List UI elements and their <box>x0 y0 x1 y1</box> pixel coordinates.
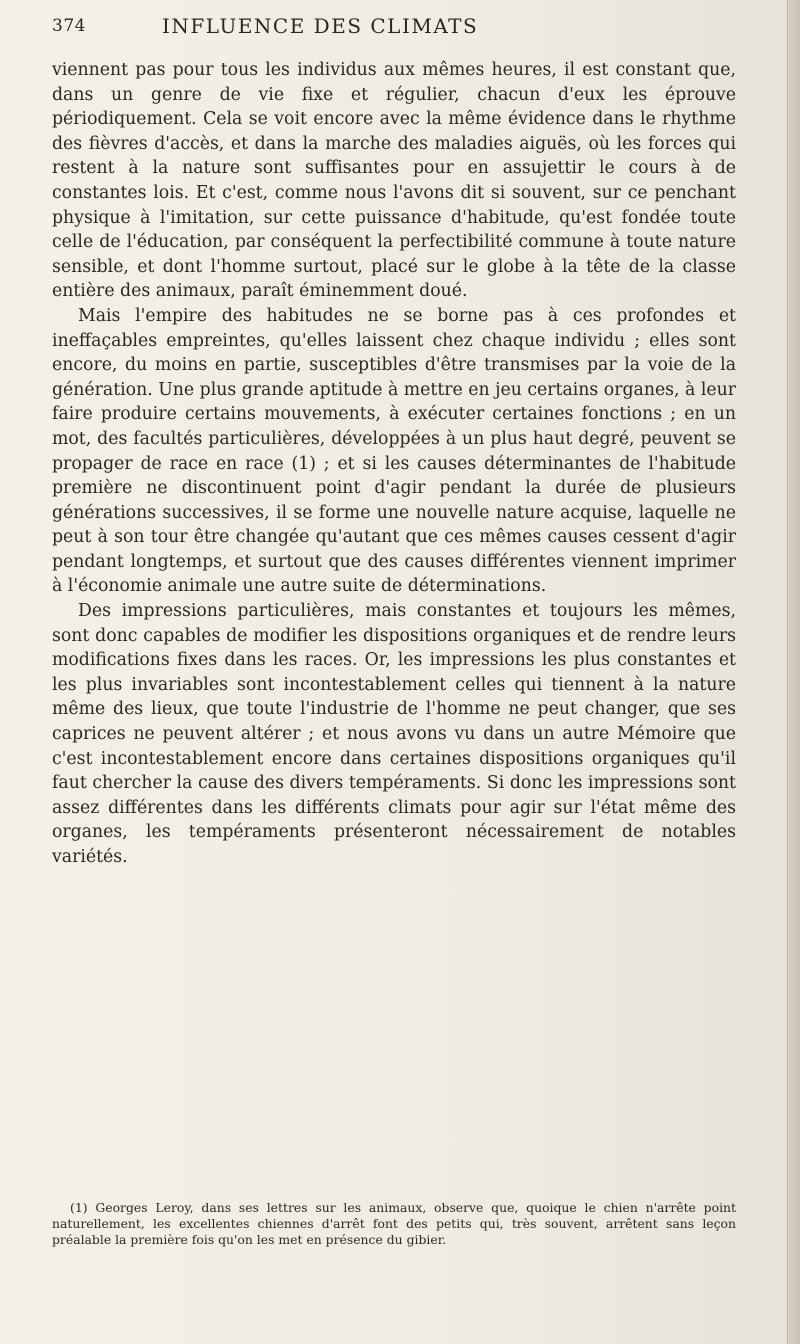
running-head: INFLUENCE DES CLIMATS <box>162 14 479 38</box>
paragraph-1: viennent pas pour tous les individus aux mêmes heures, il est constant que, dans un genre de vie fixe et régulier, chacun d'eux les éprouve périodiquement. Cela se voit encore avec la même évidence dans le rhythme des fièvres d'accès, et dans la marche des maladies aiguës, où les forces qui restent à la nature sont suffisantes pour en assujettir le cours à de constantes lois. Et c'est, comme nous l'avons dit si souvent, sur ce penchant physique à l'imitation, sur cette puissance d'habitude, qu'est fondée toute celle de l'éducation, par conséquent la perfectibilité commune à toute nature sensible, et dont l'homme surtout, placé sur le globe à la tête de la classe entière des animaux, paraît éminemment doué. <box>52 60 736 302</box>
page-edge <box>787 0 800 1344</box>
paragraph-2: Mais l'empire des habitudes ne se borne pas à ces profondes et ineffaçables empreintes, qu'elles laissent chez chaque individu ; elles sont encore, du moins en partie, susceptibles d'être transmises par la voie de la génération. Une plus grande aptitude à mettre en jeu certains organes, à leur faire produire certains mouvements, à exécuter certaines fonctions ; en un mot, des facultés particulières, développées à un plus haut degré, peuvent se propager de race en race (1) ; et si les causes déterminantes de l'habitude première ne discontinuent point d'agir pendant la durée de plusieurs générations successives, il se forme une nouvelle nature acquise, laquelle ne peut à son tour être changée qu'autant que ces mêmes causes cessent d'agir pendant longtemps, et surtout que des causes différentes viennent imprimer à l'économie animale une autre suite de déterminations. <box>52 305 736 597</box>
page-number: 374 <box>52 16 86 36</box>
footnote: (1) Georges Leroy, dans ses lettres sur les animaux, observe que, quoique le chien n'arrête point naturellement, les excellentes chiennes d'arrêt font des petits qui, très souvent, arrêtent sans leçon préalable la première fois qu'on les met en présence du gibier. <box>52 1200 736 1247</box>
page-header <box>52 8 732 48</box>
body-text <box>52 58 736 870</box>
paragraph-3: Des impressions particulières, mais constantes et toujours les mêmes, sont donc capables de modifier les dispositions organiques et de rendre leurs modifications fixes dans les races. Or, les impressions les plus constantes et les plus invariables sont incontestablement celles qui tiennent à la nature même des lieux, que toute l'industrie de l'homme ne peut changer, que ses caprices ne peuvent altérer ; et nous avons vu dans un autre Mémoire que c'est incontestablement encore dans certaines dispositions organiques qu'il faut chercher la cause des divers tempéraments. Si donc les impressions sont assez différentes dans les différents climats pour agir sur l'état même des organes, les tempéraments présenteront nécessairement de notables variétés. <box>52 601 736 867</box>
